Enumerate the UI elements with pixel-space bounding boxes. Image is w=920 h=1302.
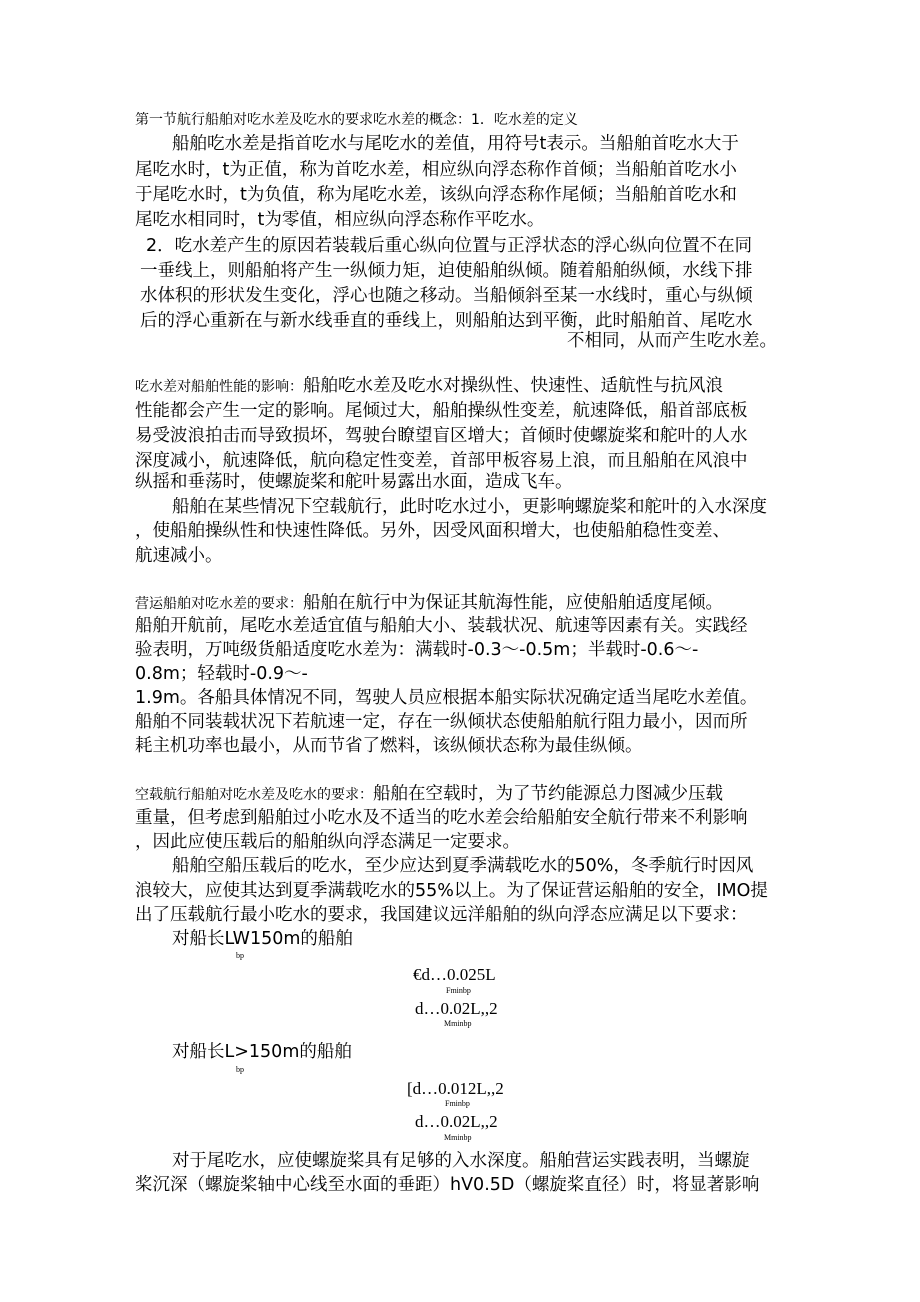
- condition-1: 对船长LW150m的船舶: [172, 929, 353, 949]
- section4-line-1: [135, 781, 723, 808]
- section3-p1-line: 验表明，万吨级货船适度吃水差为：满载时-0.3～-0.5m；半载时-0.6～-: [135, 640, 699, 660]
- section4-p2-line: 浪较大，应使其达到夏季满载吃水的55%以上。为了保证营运船舶的安全，IMO提: [135, 881, 768, 901]
- condition-2: 对船长L>150m的船舶: [172, 1042, 352, 1062]
- formula-2: d…0.02L,,2: [415, 999, 498, 1018]
- condition-1-subscript: bp: [236, 951, 244, 960]
- section2-lead: 吃水差对船舶性能的影响：: [135, 379, 303, 395]
- section3-p1-line: 1.9m。各船具体情况不同，驾驶人员应根据本船实际状况确定适当尾吃水差值。: [135, 688, 758, 708]
- section1-heading: 第一节航行船舶对吃水差及吃水的要求吃水差的概念：1．吃水差的定义: [135, 112, 578, 128]
- section2-p1-line: 易受波浪拍击而导致损坏，驾驶台瞭望盲区增大；首倾时使螺旋桨和舵叶的人水: [135, 426, 748, 446]
- section2-p1-line: 深度减小，航速降低，航向稳定性变差，首部甲板容易上浪，而且船舶在风浪中: [135, 451, 748, 471]
- section4-lead: 空载航行船舶对吃水差及吃水的要求：: [135, 787, 373, 803]
- section1-p2-line: 后的浮心重新在与新水线垂直的垂线上，则船舶达到平衡，此时船舶首、尾吃水: [140, 311, 753, 331]
- formula-1-subscript: Fminbp: [446, 986, 471, 995]
- section3-p1-line: 0.8m；轻载时-0.9～-: [135, 664, 308, 684]
- section3-p1-line: 船舶在航行中为保证其航海性能，应使船舶适度尾倾。: [303, 593, 723, 613]
- section1-p1-line: 于尾吃水时，t为负值，称为尾吃水差，该纵向浮态称作尾倾；当船舶首吃水和: [135, 185, 737, 205]
- section4-p1-line: 重量，但考虑到船舶过小吃水及不适当的吃水差会给船舶安全航行带来不利影响: [135, 808, 748, 828]
- formula-1: €d…0.025L: [413, 965, 496, 984]
- formula-2-subscript: Mminbp: [444, 1019, 472, 1028]
- section4-p3-line: 对于尾吃水，应使螺旋桨具有足够的入水深度。船舶营运实践表明，当螺旋: [172, 1151, 750, 1171]
- section2-p2-line: ，使船舶操纵性和快速性降低。另外，因受风面积增大，也使船舶稳性变差、: [135, 521, 730, 541]
- section4-p2-line: 船舶空船压载后的吃水，至少应达到夏季满载吃水的50%，冬季航行时因风: [172, 856, 754, 876]
- section1-p2-line: 2．吃水差产生的原因若装载后重心纵向位置与正浮状态的浮心纵向位置不在同: [146, 236, 753, 256]
- section4-p3-line: 桨沉深（螺旋桨轴中心线至水面的垂距）hV0.5D（螺旋桨直径）时，将显著影响: [135, 1175, 760, 1195]
- formula-4: d…0.02L,,2: [415, 1112, 498, 1131]
- section3-p1-line: 船舶不同装载状况下若航速一定，存在一纵倾状态使船舶航行阻力最小，因而所: [135, 712, 748, 732]
- section2-p1-line: 纵摇和垂荡时，使螺旋桨和舵叶易露出水面，造成飞车。: [135, 472, 573, 492]
- formula-4-subscript: Mminbp: [444, 1133, 472, 1142]
- section2-line-1: [135, 373, 723, 400]
- section2-p2-line: 船舶在某些情况下空载航行，此时吃水过小，更影响螺旋桨和舵叶的入水深度: [172, 497, 767, 517]
- section1-p2-line: 水体积的形状发生变化，浮心也随之移动。当船倾斜至某一水线时，重心与纵倾: [140, 286, 753, 306]
- section2-p1-line: 性能都会产生一定的影响。尾倾过大，船舶操纵性变差，航速降低，船首部底板: [135, 401, 748, 421]
- section4-p1-line: 船舶在空载时，为了节约能源总力图减少压载: [373, 784, 723, 804]
- section3-lead: 营运船舶对吃水差的要求：: [135, 596, 303, 612]
- condition-2-subscript: bp: [236, 1065, 244, 1074]
- formula-3-subscript: Fminbp: [445, 1099, 470, 1108]
- section2-p1-line: 船舶吃水差及吃水对操纵性、快速性、适航性与抗风浪: [303, 376, 723, 396]
- section1-p2-line: 不相同，从而产生吃水差。: [567, 331, 777, 351]
- formula-3: [d…0.012L,,2: [407, 1079, 504, 1098]
- section1-p1-line: 尾吃水时，t为正值，称为首吃水差，相应纵向浮态称作首倾；当船舶首吃水小: [135, 160, 737, 180]
- section4-p1-line: ，因此应使压载后的船舶纵向浮态满足一定要求。: [135, 832, 520, 852]
- section4-p2-line: 出了压载航行最小吃水的要求，我国建议远洋船舶的纵向浮态应满足以下要求：: [135, 905, 748, 925]
- section3-p1-line: 耗主机功率也最小，从而节省了燃料，该纵倾状态称为最佳纵倾。: [135, 736, 643, 756]
- section1-p1-line: 船舶吃水差是指首吃水与尾吃水的差值，用符号t表示。当船舶首吃水大于: [172, 134, 739, 154]
- section2-p2-line: 航速减小。: [135, 546, 223, 566]
- section1-p2-line: 一垂线上，则船舶将产生一纵倾力矩，迫使船舶纵倾。随着船舶纵倾，水线下排: [140, 261, 753, 281]
- section3-p1-line: 船舶开航前，尾吃水差适宜值与船舶大小、装载状况、航速等因素有关。实践经: [135, 616, 748, 636]
- section1-p1-line: 尾吃水相同时，t为零值，相应纵向浮态称作平吃水。: [135, 210, 545, 230]
